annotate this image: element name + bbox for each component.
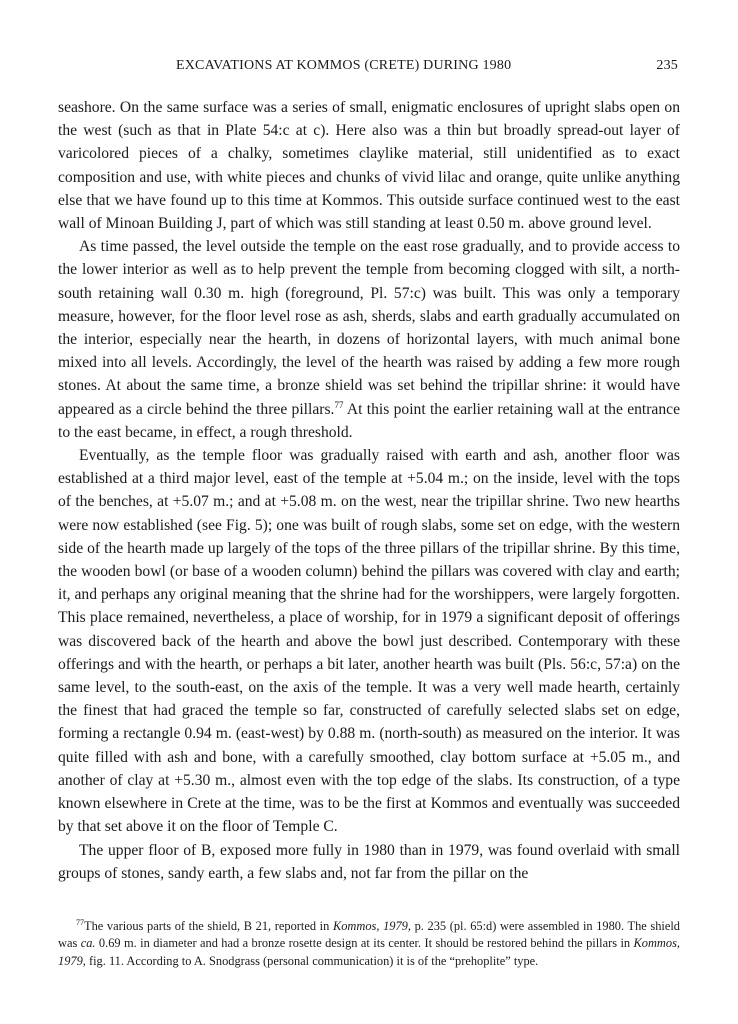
footnotes	[58, 918, 680, 971]
citation-kommos-1979: Kommos, 1979,	[332, 918, 411, 933]
citation-kommos-1979-fig: Kommos, 1979,	[58, 936, 680, 968]
paragraph-2-text: As time passed, the level outside the temple on the east rose gradually, and to provide access to the lower interior as well as to help prevent the temple from becoming clogged with silt, a north-south retaining wall 0.30 m. high (foreground, Pl. 57:c) was built. This was only a temporary measure, however, for the floor level rose as ash, sherds, slabs and earth gradually accumulated on the interior, especially near the hearth, in dozens of horizontal layers, with much animal bone mixed into all levels. Accordingly, the level of the hearth was raised by adding a few more rough stones. At about the same time, a bronze shield was set behind the tripillar shrine: it would have appeared as a circle behind the three pillars.	[58, 238, 680, 418]
footnote-number: 77	[76, 917, 84, 927]
paragraph-1: seashore. On the same surface was a series of small, enigmatic enclosures of upright slabs open on the west (such as that in Plate 54:c at c). Here also was a thin but broadly spread-out layer of varicolored pieces of a chalky, sometimes claylike material, still unidentified as to exact composition and use, with white pieces and chunks of vivid lilac and orange, quite unlike anything else that we have found up to this time at Kommos. This outside surface continued west to the east wall of Minoan Building J, part of which was still standing at least 0.50 m. above ground level.	[58, 99, 680, 233]
paragraph-2-tail: At this point the earlier retaining wall at the entrance to the east became, in effect, a rough threshold.	[58, 400, 680, 441]
running-head	[58, 58, 680, 80]
page-number: 235	[656, 58, 678, 73]
footnote-77: $^{77}$The various parts of the shield, B 21, reported in Kommos, 1979, p. 235 (pl. 65:d) were assembled in 1980. The shield was ca. 0.69 m. in diameter and had a bronze rosette design at its center. It should be restored behind the pillars in Kommos, 1979, fig. 11. According to A. Snodgrass (personal communication) it is of the “prehoplite” type.	[58, 917, 680, 968]
paragraph-4: The upper floor of B, exposed more fully in 1980 than in 1979, was found overlaid with small groups of stones, sandy earth, a few slabs and, not far from the pillar on the	[58, 841, 680, 882]
paragraph-3: Eventually, as the temple floor was gradually raised with earth and ash, another floor was established at a third major level, east of the temple at +5.04 m.; on the inside, level with the tops of the benches, at +5.07 m.; and at +5.08 m. on the west, near the tripillar shrine. Two new hearths were now established (see Fig. 5); one was built of rough slabs, some set on edge, with the western side of the hearth made up largely of the tops of the three pillars of the tripillar shrine. By this time, the wooden bowl (or base of a wooden column) behind the pillars was covered with clay and earth; it, and perhaps any original meaning that the shrine had for the worshippers, were largely forgotten. This place remained, nevertheless, a place of worship, for in 1979 a significant deposit of offerings was discovered back of the hearth and above the bowl just described. Contemporary with these offerings and with the hearth, or perhaps a bit later, another hearth was built (Pls. 56:c, 57:a) on the same level, to the south-east, on the axis of the temple. It was a very well made hearth, certainly the finest that had graced the temple so far, constructed of carefully selected slabs set on edge, forming a rectangle 0.94 m. (east-west) by 0.88 m. (north-south) as measured on the interior. It was quite filled with ash and bone, with a carefully smoothed, clay bottom surface at +5.05 m., and another of clay at +5.30 m., almost even with the top edge of the slabs. Its construction, of a type known elsewhere in Crete at the time, was to be the first at Kommos and eventually was succeeded by that set above it on the floor of Temple C.	[58, 447, 680, 836]
footnote-reference[interactable]: 77	[334, 399, 344, 410]
body-text	[58, 96, 680, 885]
journal-page	[58, 58, 680, 970]
paragraph-2	[58, 235, 680, 444]
running-title: EXCAVATIONS AT KOMMOS (CRETE) DURING 1980	[176, 58, 512, 73]
